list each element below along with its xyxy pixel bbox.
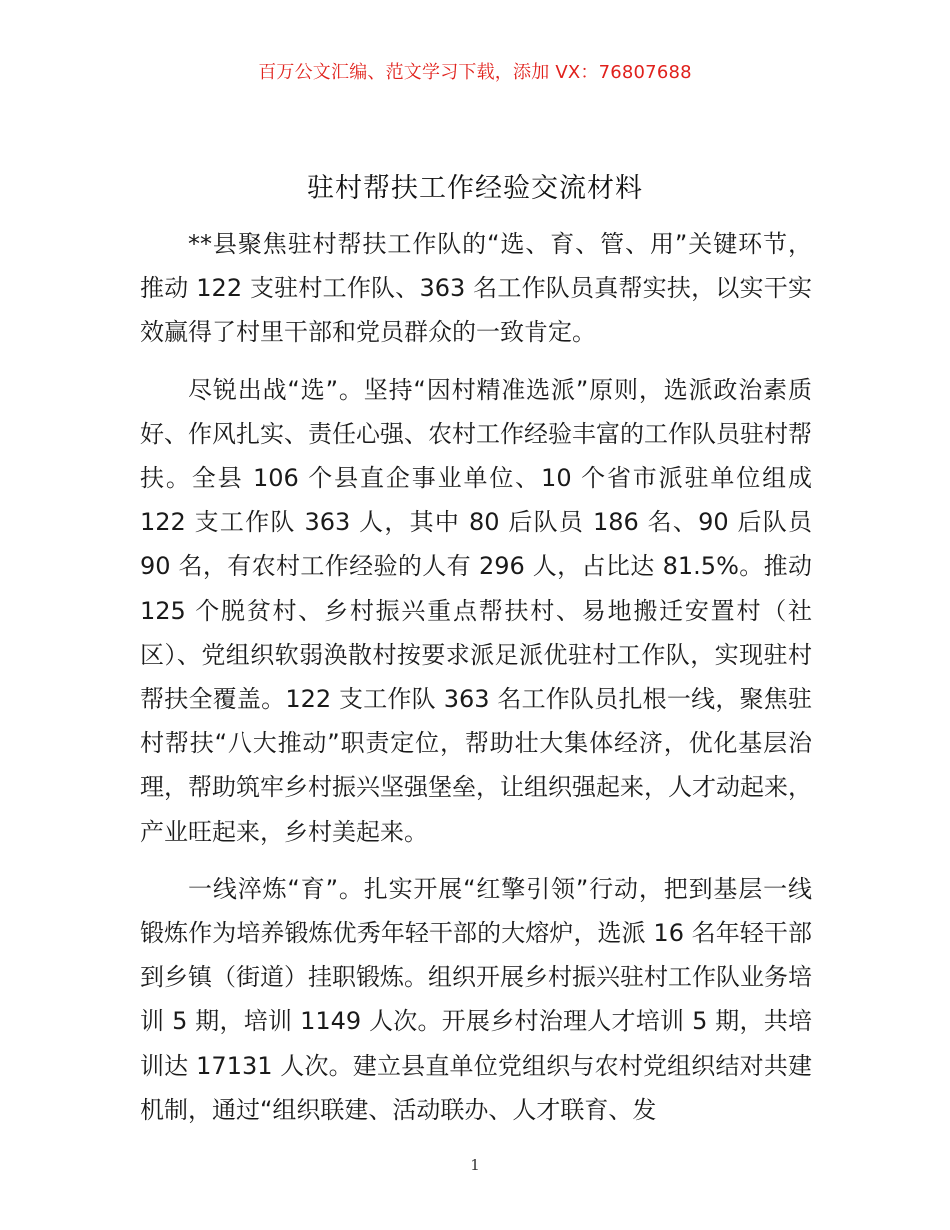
paragraph-select: 尽锐出战“选”。坚持“因村精准选派”原则，选派政治素质好、作风扎实、责任心强、农村工作经验丰富的工作队员驻村帮扶。全县 106 个县直企事业单位、10 个省市派驻单位组成 122 支工作队 363 人，其中 80 后队员 186 名、90 后队员 90 名，有农村工作经验的人有 296 人，占比达 81.5%。推动 125 个脱贫村、乡村振兴重点帮扶村、易地搬迁安置村（社区）、党组织软弱涣散村按要求派足派优驻村工作队，实现驻村帮扶全覆盖。122 支工作队 363 名工作队员扎根一线，聚焦驻村帮扶“八大推动”职责定位，帮助壮大集体经济，优化基层治理，帮助筑牢乡村振兴坚强堡垒，让组织强起来，人才动起来，产业旺起来，乡村美起来。 (140, 375, 812, 846)
document-title: 驻村帮扶工作经验交流材料 (307, 173, 643, 204)
paragraph-intro: **县聚焦驻村帮扶工作队的“选、育、管、用”关键环节，推动 122 支驻村工作队、363 名工作队员真帮实扶，以实干实效赢得了村里干部和党员群众的一致肯定。 (140, 230, 812, 347)
page-number: 1 (470, 1156, 480, 1174)
paragraph-train: 一线淬炼“育”。扎实开展“红擎引领”行动，把到基层一线锻炼作为培养锻炼优秀年轻干部的大熔炉，选派 16 名年轻干部到乡镇（街道）挂职锻炼。组织开展乡村振兴驻村工作队业务培训 5 期，培训 1149 人次。开展乡村治理人才培训 5 期，共培训达 17131 人次。建立县直单位党组织与农村党组织结对共建机制，通过“组织联建、活动联办、人才联育、发 (140, 874, 812, 1124)
document-body (140, 222, 812, 1145)
header-promo-note: 百万公文汇编、范文学习下载，添加 VX：76807688 (258, 62, 692, 83)
